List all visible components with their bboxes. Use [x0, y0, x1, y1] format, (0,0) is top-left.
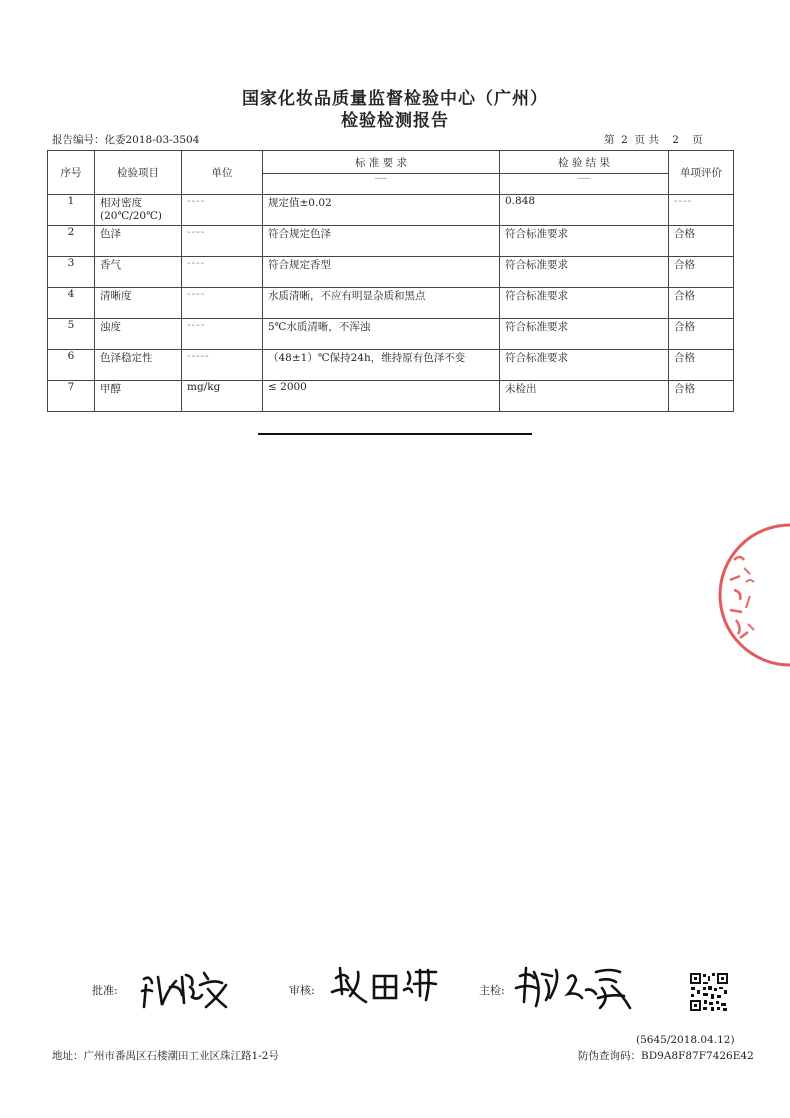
report-subtitle: 检验检测报告: [341, 111, 449, 131]
table-row: [48, 319, 734, 350]
report-code: (5645/2018.04.12): [636, 1034, 735, 1046]
inspection-table: [47, 150, 734, 412]
standard-subheader: ----: [263, 174, 500, 195]
cell-result: 符合标准要求: [500, 350, 669, 381]
cell-item: 色泽稳定性: [95, 350, 182, 381]
cell-unit: -----: [182, 350, 263, 381]
cell-item: [95, 195, 182, 226]
cell-standard: 规定值±0.02: [263, 195, 500, 226]
col-header-result: 检 验 结 果: [500, 151, 669, 174]
cell-no: 2: [48, 226, 95, 257]
table-row: [48, 195, 734, 226]
inspector-signature: [512, 962, 640, 1016]
cell-unit: ----: [182, 226, 263, 257]
cell-result: 符合标准要求: [500, 257, 669, 288]
cell-unit: mg/kg: [182, 381, 263, 412]
cell-result: 符合标准要求: [500, 226, 669, 257]
result-subheader: ----: [500, 174, 669, 195]
official-seal-stamp: [700, 520, 790, 670]
cell-evaluation: 合格: [669, 288, 734, 319]
reviewer-signature: [328, 962, 446, 1012]
end-of-report-rule: [258, 433, 532, 435]
cell-item: 清晰度: [95, 288, 182, 319]
cell-standard: ≤ 2000: [263, 381, 500, 412]
cell-result: 未检出: [500, 381, 669, 412]
cell-no: 7: [48, 381, 95, 412]
report-number-label: 报告编号：: [52, 134, 105, 146]
cell-result: 符合标准要求: [500, 288, 669, 319]
table-row: [48, 257, 734, 288]
cell-no: 4: [48, 288, 95, 319]
cell-unit: ----: [182, 288, 263, 319]
cell-evaluation: 合格: [669, 226, 734, 257]
cell-unit: ----: [182, 195, 263, 226]
report-number-value: 化委2018-03-3504: [104, 134, 200, 146]
anti-fake-code: BD9A8F87F7426E42: [641, 1050, 754, 1062]
cell-result: 0.848: [500, 195, 669, 226]
report-number: [52, 132, 199, 147]
inspect-label: 主检:: [479, 984, 505, 997]
cell-unit: ----: [182, 319, 263, 350]
cell-evaluation: 合格: [669, 319, 734, 350]
col-header-no: 序号: [48, 151, 95, 195]
col-header-standard: 标 准 要 求: [263, 151, 500, 174]
cell-no: 3: [48, 257, 95, 288]
cell-standard: 符合规定香型: [263, 257, 500, 288]
footer-address: 地址：广州市番禺区石楼潮田工业区珠江路1-2号: [52, 1050, 279, 1062]
cell-item-condition: (20℃/20℃): [100, 210, 162, 222]
cell-item-name: 相对密度: [100, 197, 142, 209]
anti-fake-label: 防伪查询码：: [578, 1050, 641, 1062]
cell-standard: 水质清晰，不应有明显杂质和黑点: [263, 288, 500, 319]
table-row: [48, 288, 734, 319]
cell-no: 1: [48, 195, 95, 226]
anti-fake-query: [578, 1048, 754, 1063]
cell-standard: 符合规定色泽: [263, 226, 500, 257]
cell-standard: （48±1）℃保持24h，维持原有色泽不变: [263, 350, 500, 381]
cell-evaluation: 合格: [669, 350, 734, 381]
col-header-evaluation: 单项评价: [669, 151, 734, 195]
col-header-item: 检验项目: [95, 151, 182, 195]
page-info: 第 2 页 共 2 页: [604, 134, 703, 146]
cell-standard: 5℃水质清晰，不浑浊: [263, 319, 500, 350]
cell-no: 5: [48, 319, 95, 350]
col-header-unit: 单位: [182, 151, 263, 195]
cell-no: 6: [48, 350, 95, 381]
approver-signature: [138, 965, 246, 1011]
cell-evaluation: 合格: [669, 381, 734, 412]
cell-item: 香气: [95, 257, 182, 288]
table-row: [48, 350, 734, 381]
review-label: 审核:: [289, 984, 315, 997]
cell-unit: ----: [182, 257, 263, 288]
cell-result: 符合标准要求: [500, 319, 669, 350]
table-row: [48, 226, 734, 257]
cell-item: 甲醇: [95, 381, 182, 412]
table-row: [48, 381, 734, 412]
cell-evaluation: ----: [669, 195, 734, 226]
approve-label: 批准:: [92, 984, 118, 997]
report-title: 国家化妆品质量监督检验中心（广州）: [242, 89, 548, 109]
cell-evaluation: 合格: [669, 257, 734, 288]
qr-code: [689, 972, 729, 1012]
cell-item: 色泽: [95, 226, 182, 257]
cell-item: 浊度: [95, 319, 182, 350]
